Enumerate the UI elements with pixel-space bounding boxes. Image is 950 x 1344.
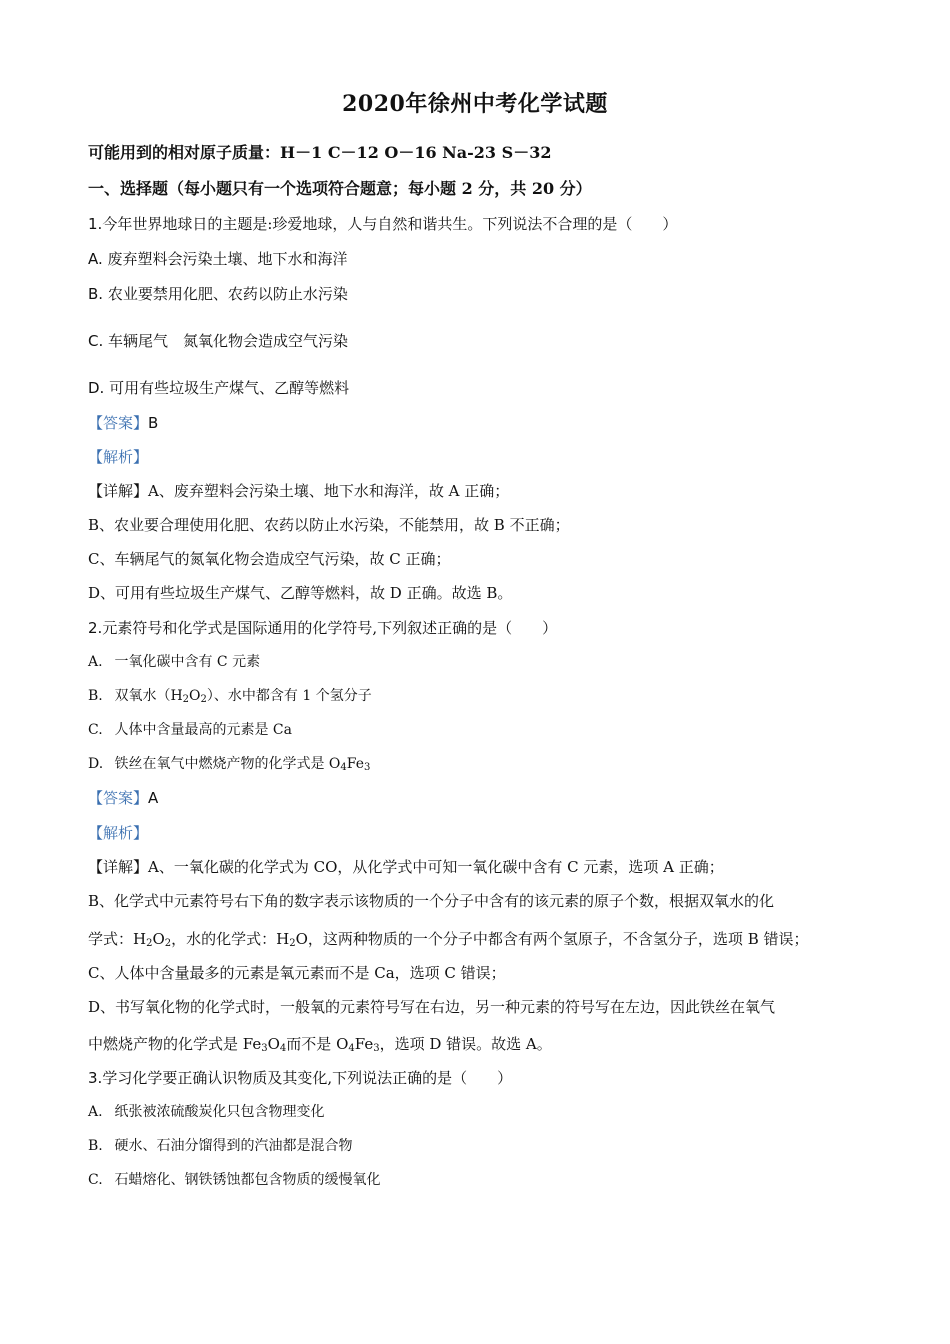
option-text: 硬水、石油分馏得到的汽油都是混合物	[114, 1138, 353, 1154]
detail-tag: 【详解】	[88, 482, 149, 500]
question-text: 学习化学要正确认识物质及其变化,下列说法正确的是（ ）	[102, 1069, 513, 1087]
question-2-option-b: B. 双氧水$(H_2O_2)$、水中都含有 1 个氢分子	[88, 685, 372, 707]
question-2-detail-line: B、化学式中元素符号右下角的数字表示该物质的一个分子中含有的该元素的原子个数，根据双氧水的化	[88, 892, 775, 910]
page-title: 2020年徐州中考化学试题	[342, 91, 608, 117]
option-label: B.	[88, 688, 103, 704]
option-label: A.	[88, 250, 103, 268]
question-2-detail-line: 中燃烧产物的化学式是 $Fe_3O_4$而不是 $O_4Fe_3$，选项 D 错误。故选 A。	[88, 1035, 552, 1054]
question-1-option-c	[88, 330, 348, 352]
option-label: B.	[88, 1138, 103, 1154]
question-1-detail-line: C、车辆尾气的氮氧化物会造成空气污染，故 C 正确；	[88, 550, 451, 568]
question-2-detail-line: D、书写氧化物的化学式时，一般氧的元素符号写在右边，另一种元素的符号写在左边，因此铁丝在氧气	[88, 998, 776, 1016]
option-text: 石蜡熔化、钢铁锈蚀都包含物质的缓慢氧化	[114, 1172, 381, 1188]
option-label: D.	[88, 379, 105, 397]
question-2-option-d: D. 铁丝在氧气中燃烧产物的化学式是 $O_4Fe_3$	[88, 753, 370, 775]
question-2-detail-line: 学式：$H_2O_2$，水的化学式：$H_2O$，这两种物质的一个分子中都含有两个氢原子，不含氢分子，选项 B 错误；	[88, 930, 809, 949]
question-1-answer	[88, 412, 158, 434]
question-1-option-d	[88, 377, 349, 399]
question-2-answer	[88, 787, 158, 809]
option-text: 废弃塑料会污染土壤、地下水和海洋	[107, 250, 348, 268]
question-text: 今年世界地球日的主题是:珍爱地球，人与自然和谐共生。下列说法不合理的是（ ）	[102, 215, 678, 233]
question-2-stem	[88, 617, 557, 639]
question-2-detail-line: 【详解】A、一氧化碳的化学式为 CO，从化学式中可知一氧化碳中含有 C 元素，选项 A 正确；	[88, 858, 724, 876]
question-1-detail-line: D、可用有些垃圾生产煤气、乙醇等燃料，故 D 正确。故选 B。	[88, 584, 513, 602]
question-2-option-a	[88, 651, 260, 673]
analysis-tag: 【解析】	[88, 824, 149, 842]
option-label: C.	[88, 1172, 103, 1188]
answer-value: A	[148, 789, 159, 807]
atomic-masses-line: 可能用到的相对原子质量：H－1 C－12 O－16 Na-23 S－32	[88, 143, 552, 162]
option-label: D.	[88, 756, 104, 772]
detail-tag: 【详解】	[88, 858, 149, 876]
option-label: C.	[88, 722, 103, 738]
option-label: A.	[88, 654, 103, 670]
option-label: C.	[88, 332, 104, 350]
option-text: 农业要禁用化肥、农药以防止水污染	[107, 285, 348, 303]
option-text: 纸张被浓硫酸炭化只包含物理变化	[114, 1104, 325, 1120]
option-label: B.	[88, 285, 104, 303]
question-1-analysis	[88, 446, 148, 468]
question-3-stem	[88, 1067, 512, 1089]
answer-tag: 【答案】	[88, 789, 149, 807]
question-number: 2.	[88, 619, 103, 637]
section-heading: 一、选择题（每小题只有一个选项符合题意；每小题 2 分，共 20 分）	[88, 179, 592, 198]
question-2-detail-line: C、人体中含量最多的元素是氧元素而不是 Ca，选项 C 错误；	[88, 964, 506, 982]
question-1-option-a	[88, 248, 348, 270]
option-text: 车辆尾气 氮氧化物会造成空气污染	[108, 332, 349, 350]
question-2-option-c	[88, 719, 292, 741]
analysis-tag: 【解析】	[88, 448, 149, 466]
answer-value: B	[148, 414, 159, 432]
question-2-analysis	[88, 822, 148, 844]
option-text: 可用有些垃圾生产煤气、乙醇等燃料	[109, 379, 350, 397]
answer-tag: 【答案】	[88, 414, 149, 432]
option-label: A.	[88, 1104, 103, 1120]
question-number: 3.	[88, 1069, 103, 1087]
question-text: 元素符号和化学式是国际通用的化学符号,下列叙述正确的是（ ）	[102, 619, 558, 637]
question-1-detail-line: 【详解】A、废弃塑料会污染土壤、地下水和海洋，故 A 正确；	[88, 482, 510, 500]
question-3-option-c	[88, 1169, 380, 1191]
question-3-option-b	[88, 1135, 352, 1157]
option-text: 人体中含量最高的元素是 Ca	[114, 722, 292, 738]
option-text: 一氧化碳中含有 C 元素	[114, 654, 261, 670]
question-3-option-a	[88, 1101, 324, 1123]
question-1-stem	[88, 213, 677, 235]
question-1-option-b	[88, 283, 348, 305]
question-number: 1.	[88, 215, 103, 233]
question-1-detail-line: B、农业要合理使用化肥、农药以防止水污染，不能禁用，故 B 不正确；	[88, 516, 570, 534]
